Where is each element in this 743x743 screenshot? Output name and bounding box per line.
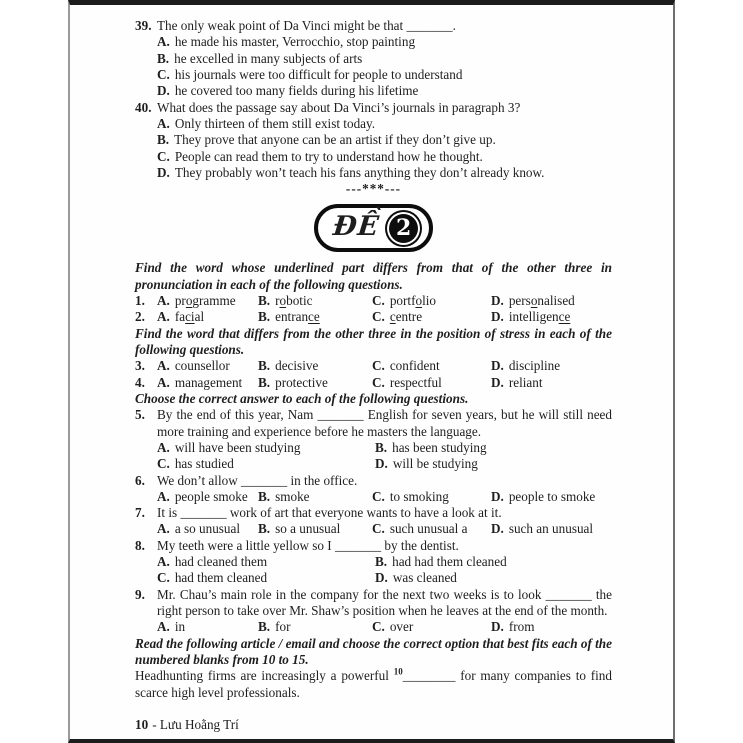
question-39-options [135,34,612,99]
question-8-option-c: C. had them cleaned [157,570,268,586]
question-5-number: 5. [135,407,145,423]
question-5-option-a: A. will have been studying [157,439,301,455]
question-9-options [135,619,612,635]
question-9-option-d: D. from [491,619,535,635]
question-6-options [135,489,612,505]
question-2-option-b: B. entrance [258,309,320,325]
question-40-option-c: C. People can read them to try to understand how he thought. [157,148,483,164]
question-39-option-c: C. his journals were too difficult for people to understand [157,66,463,82]
exam-number-badge [135,204,612,252]
stress-instruction: Find the word that differs from the other three in the position of stress in each of the following questions. [135,325,612,357]
question-1-option-d: D. personalised [491,293,575,309]
question-8-text: My teeth were a little yellow so I _______ by the dentist. [157,537,459,553]
question-7-number: 7. [135,505,145,521]
exam-badge-pill [314,204,433,252]
page-content [135,18,612,701]
question-9-number: 9. [135,586,145,602]
question-2-number: 2. [135,309,145,325]
question-9-option-c: C. over [372,619,414,635]
cloze-paragraph [135,668,612,701]
question-1-option-b: B. robotic [258,293,313,309]
question-8-option-b: B. had had them cleaned [375,554,507,570]
question-6-option-c: C. to smoking [372,488,449,504]
question-9-text: Mr. Chau’s main role in the company for the next two weeks is to look _______ the right person to take over Mr. Shaw’s position when he leaves at the end of the month. [157,586,612,618]
question-8-number: 8. [135,537,145,553]
question-1-option-c: C. portfolio [372,293,436,309]
question-7-options [135,521,612,537]
question-40-option-b: B. They prove that anyone can be an artist if they don’t give up. [157,132,496,148]
question-7-text: It is _______ work of art that everyone wants to have a look at it. [157,505,502,521]
cloze-sentence-post: for many companies to find scarce high level professionals. [135,668,612,700]
cloze-instruction: Read the following article / email and choose the correct option that best fits each of the numbered blanks from 10 to 15. [135,635,612,667]
question-1-option-a: A. programme [157,293,236,309]
question-40-number: 40. [135,99,152,115]
question-5-options-row-2 [135,456,612,472]
question-4-option-b: B. protective [258,374,328,390]
question-6-option-b: B. smoke [258,488,310,504]
question-39-text: The only weak point of Da Vinci might be that _______. [157,18,456,33]
question-6-text: We don’t allow _______ in the office. [157,472,358,488]
exam-badge-number: 2 [389,214,418,243]
cloze-sentence-pre: Headhunting firms are increasingly a powerful [135,668,394,684]
question-7-option-d: D. such an unusual [491,521,594,537]
question-8-option-d: D. was cleaned [375,570,457,586]
question-3-row [135,358,612,374]
question-5-option-c: C. has studied [157,456,234,472]
document-page [68,0,675,743]
question-8 [135,538,612,554]
cloze-blank: ________ [402,668,456,684]
question-3-option-c: C. confident [372,358,440,374]
question-7-option-b: B. so a unusual [258,521,341,537]
exam-badge-label: ĐỀ [331,211,381,243]
question-5-option-b: B. has been studying [375,439,487,455]
question-3-option-b: B. decisive [258,358,319,374]
question-6-option-a: A. people smoke [157,488,248,504]
question-39 [135,18,612,34]
question-4-option-c: C. respectful [372,374,442,390]
page-footer [135,717,239,733]
grammar-instruction: Choose the correct answer to each of the following questions. [135,390,469,406]
question-3-number: 3. [135,358,145,374]
question-5-text: By the end of this year, Nam _______ English for seven years, but he will still need more training and experience before he masters the language. [157,407,612,439]
question-4-number: 4. [135,374,145,390]
question-7-option-a: A. a so unusual [157,521,241,537]
question-6-number: 6. [135,472,145,488]
question-3-option-a: A. counsellor [157,358,230,374]
question-40-option-a: A. Only thirteen of them still exist today. [157,115,376,131]
question-40 [135,100,612,116]
question-7 [135,505,612,521]
question-9-option-a: A. in [157,619,186,635]
question-5-option-d: D. will be studying [375,456,478,472]
question-40-text: What does the passage say about Da Vinci’s journals in paragraph 3? [157,99,521,115]
question-1-row [135,293,612,309]
question-40-option-d: D. They probably won’t teach his fans anything they don’t already know. [157,164,545,180]
question-1-number: 1. [135,293,145,309]
question-39-option-a: A. he made his master, Verrocchio, stop painting [157,34,416,50]
question-6-option-d: D. people to smoke [491,488,596,504]
question-8-options-row-1 [135,554,612,570]
footer-author: - Lưu Hoằng Trí [152,717,239,732]
pronunciation-instruction: Find the word whose underlined part differs from that of the other three in pronunciation in each of the following questions. [135,260,612,292]
section-separator: ---***--- [345,181,402,197]
footer-page-number: 10 [135,717,149,732]
question-39-option-b: B. he excelled in many subjects of arts [157,50,363,66]
question-8-options-row-2 [135,570,612,586]
question-2-option-d: D. intelligence [491,309,571,325]
question-8-option-a: A. had cleaned them [157,554,268,570]
question-4-option-a: A. management [157,374,243,390]
question-2-option-a: A. facial [157,309,205,325]
question-2-row [135,309,612,325]
question-39-number: 39. [135,18,152,33]
question-3-option-d: D. discipline [491,358,561,374]
question-9-option-b: B. for [258,619,291,635]
question-9 [135,587,612,620]
cloze-blank-number: 10 [393,666,403,677]
question-5-options-row-1 [135,440,612,456]
question-6 [135,473,612,489]
question-5 [135,407,612,440]
question-7-option-c: C. such unusual a [372,521,468,537]
question-4-row [135,375,612,391]
question-40-options [135,116,612,181]
question-39-option-d: D. he covered too many fields during his lifetime [157,83,419,99]
question-2-option-c: C. centre [372,309,423,325]
question-4-option-d: D. reliant [491,374,543,390]
